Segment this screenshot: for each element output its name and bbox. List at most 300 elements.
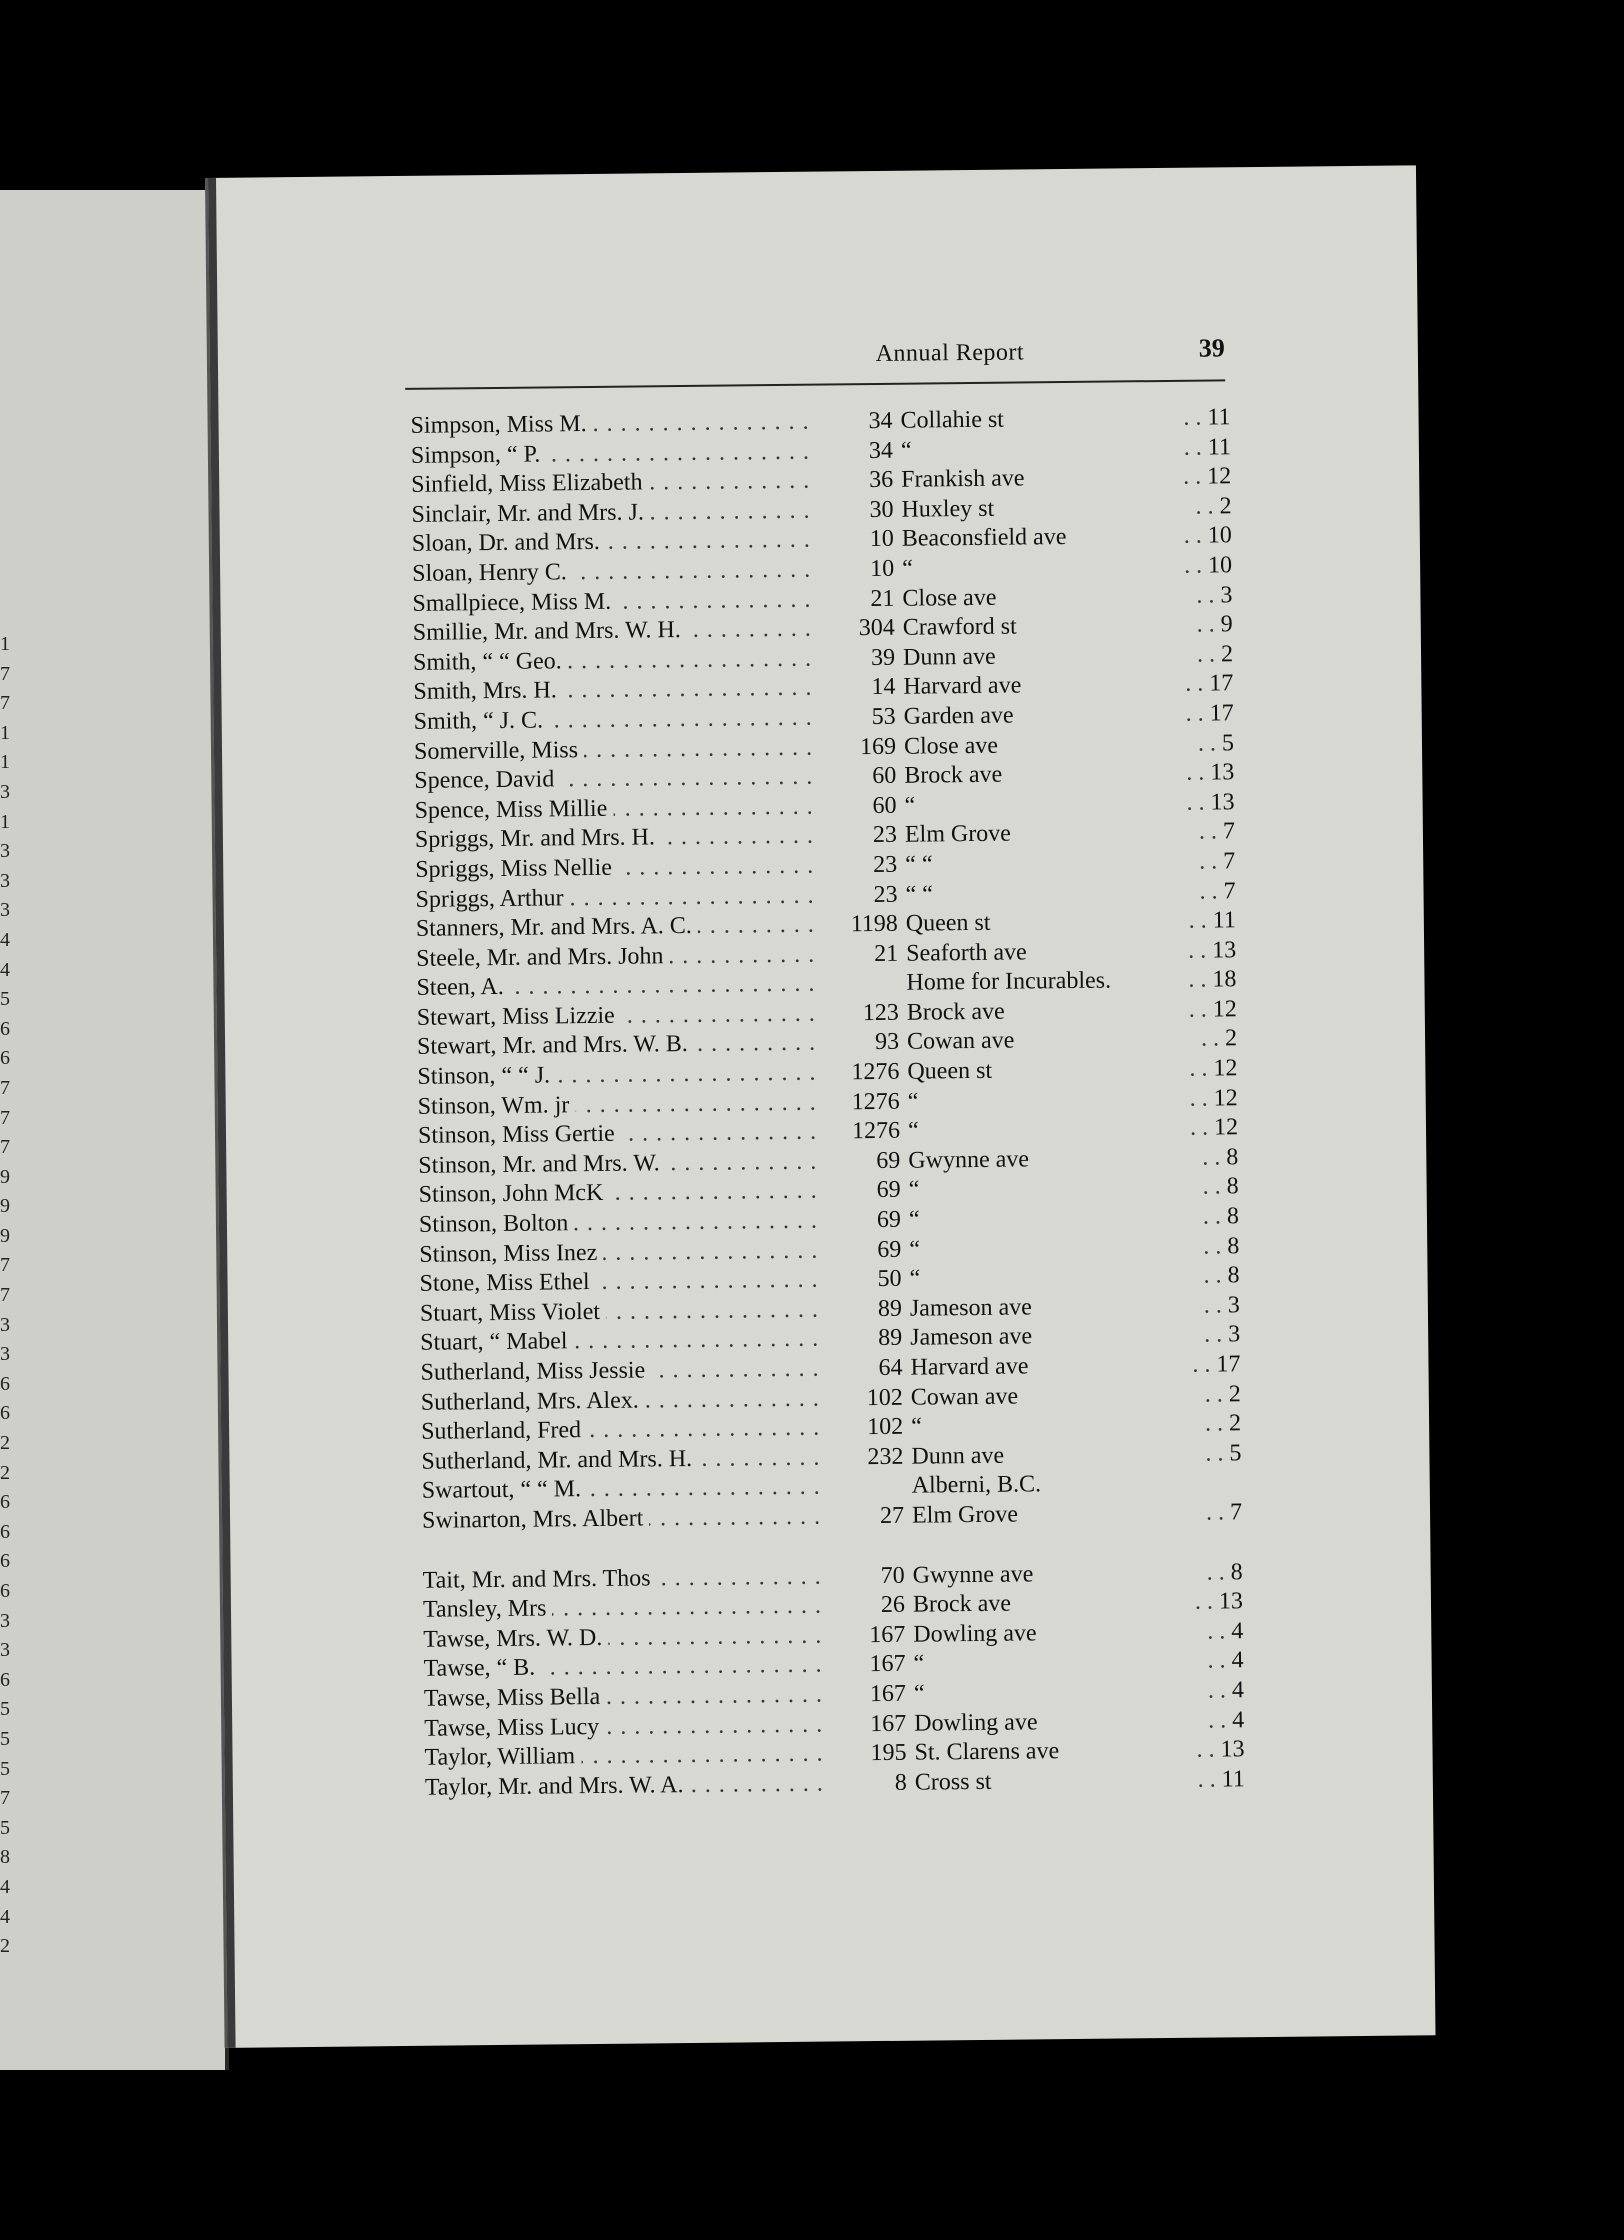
entry-ward-number: 7 (1223, 877, 1236, 904)
entry-ward-number: 13 (1212, 936, 1237, 964)
entry-street: Gwynne ave (908, 1146, 1030, 1174)
entry-name-cell (416, 940, 816, 974)
entry-name-cell (422, 1503, 822, 1537)
entry-name-cell (412, 556, 812, 590)
entry-street: “ (913, 1650, 925, 1678)
entry-street: Jameson ave (910, 1323, 1033, 1352)
entry-house-number: 167 (870, 1710, 907, 1737)
entry-street: Dowling ave (914, 1708, 1038, 1737)
left-edge-digit: 3 (0, 899, 10, 922)
entry-house-number (836, 969, 898, 970)
entry-ward (1182, 1498, 1242, 1528)
entry-street: “ (908, 1206, 920, 1233)
entry-street: Elm Grove (911, 1501, 1019, 1529)
entry-house-number: 123 (862, 999, 899, 1027)
left-edge-digit: 6 (0, 1668, 10, 1691)
entry-ward-number: 4 (1231, 1677, 1245, 1704)
left-edge-digit: 3 (0, 1313, 10, 1336)
entry-street: Harvard ave (903, 672, 1022, 701)
entry-street: Gwynne ave (912, 1560, 1034, 1589)
entry-ward-number: 13 (1210, 759, 1235, 786)
entry-name-cell (411, 437, 811, 471)
page-title: Annual Report (875, 339, 1025, 367)
entry-street: “ (913, 1680, 925, 1707)
entry-ward (1183, 1558, 1243, 1588)
entry-name-cell (416, 911, 816, 945)
entry-name-cell (420, 1325, 820, 1359)
entry-name: Stinson, Mr. and Mrs. W. (418, 1150, 666, 1179)
entry-street: Frankish ave (901, 465, 1025, 493)
entry-ward (1178, 1084, 1238, 1114)
entry-ward (1179, 1202, 1239, 1232)
entry-ward-number: 3 (1220, 581, 1233, 608)
entry-street: “ (908, 1177, 920, 1204)
entry-name-cell (423, 1651, 823, 1685)
entry-ward-number: 8 (1227, 1232, 1240, 1259)
page-header (405, 333, 1225, 386)
entry-ward-number: 12 (1213, 1084, 1238, 1112)
entry-house-number: 232 (867, 1443, 904, 1470)
entry-ward-number: 3 (1228, 1321, 1241, 1348)
directory-list (410, 403, 1245, 1803)
left-edge-digit: 6 (0, 1372, 10, 1395)
left-edge-digit: 2 (0, 1432, 10, 1455)
entry-house-number: 60 (872, 792, 897, 819)
entry-name-cell (420, 1355, 820, 1389)
entry-house-number: 14 (871, 674, 896, 701)
entry-ward (1173, 610, 1233, 640)
entry-name-cell (424, 1740, 824, 1774)
entry-street: “ (910, 1413, 922, 1440)
entry-name-cell (419, 1236, 819, 1270)
entry-house-number: 36 (869, 466, 894, 494)
entry-house-number: 53 (871, 703, 896, 730)
entry-name: Stinson, Wm. jr (418, 1092, 576, 1120)
entry-house-number: 34 (868, 407, 893, 435)
entry-name: Smith, Mrs. H. (413, 678, 563, 706)
entry-house-number: 8 (894, 1769, 907, 1796)
entry-ward (1176, 966, 1236, 996)
left-edge-digit: 7 (0, 1284, 10, 1307)
entry-ward-number: 8 (1226, 1144, 1239, 1171)
entry-ward (1174, 788, 1234, 818)
entry-street: Dowling ave (913, 1620, 1037, 1648)
entry-ward (1173, 670, 1233, 700)
entry-ward (1179, 1261, 1239, 1291)
entry-street: Harvard ave (910, 1353, 1029, 1381)
entry-ward (1174, 758, 1234, 788)
entry-name: Somerville, Miss (414, 737, 584, 765)
entry-ward (1181, 1409, 1241, 1439)
entry-name-cell (410, 408, 810, 442)
entry-name: Steen, A. (416, 974, 510, 1001)
entry-house-number: 1198 (850, 910, 898, 938)
entry-ward (1180, 1291, 1240, 1321)
entry-street: “ (900, 437, 912, 464)
entry-house-number: 69 (876, 1206, 902, 1234)
entry-name: Sloan, Henry C. (412, 559, 573, 587)
entry-name: Spriggs, Arthur (415, 885, 569, 913)
entry-name: Spriggs, Mr. and Mrs. H. (415, 825, 661, 854)
entry-name: Sutherland, Mr. and Mrs. H. (421, 1446, 698, 1475)
entry-ward (1171, 462, 1231, 492)
entry-name: Smith, “ “ Geo. (413, 648, 568, 676)
entry-name-cell (417, 1059, 817, 1093)
left-edge-digit: 9 (0, 1195, 10, 1218)
entry-ward-number: 13 (1220, 1736, 1245, 1763)
entry-street: Crawford st (902, 613, 1017, 641)
entry-ward (1178, 1173, 1238, 1203)
entry-ward (1182, 1469, 1242, 1470)
entry-street: Dunn ave (902, 643, 996, 671)
entry-house-number: 21 (870, 585, 895, 612)
entry-name-cell (423, 1592, 823, 1626)
entry-ward (1177, 1054, 1237, 1084)
left-page (0, 190, 229, 2070)
entry-ward (1172, 551, 1232, 581)
entry-house-number: 167 (869, 1680, 907, 1708)
entry-name: Stinson, Miss Inez (419, 1240, 603, 1268)
left-edge-digit: 2 (0, 1935, 10, 1958)
entry-street: Dunn ave (911, 1442, 1005, 1470)
entry-name: Stuart, “ Mabel (420, 1329, 574, 1357)
entry-street: “ (909, 1236, 921, 1263)
left-edge-digit: 3 (0, 1639, 10, 1662)
entry-ward-number: 5 (1221, 729, 1235, 756)
entry-name: Sinfield, Miss Elizabeth (411, 470, 649, 498)
entry-ward (1183, 1617, 1243, 1647)
left-edge-digit: 4 (0, 1875, 10, 1898)
entry-ward-number: 13 (1210, 788, 1235, 816)
entry-house-number: 23 (873, 851, 898, 878)
entry-name-cell (422, 1473, 822, 1507)
entry-street: Jameson ave (909, 1294, 1032, 1322)
left-edge-digit: 6 (0, 1017, 10, 1040)
entry-street: Collahie st (900, 406, 1005, 434)
entry-name: Stewart, Miss Lizzie (417, 1003, 621, 1031)
entry-house-number: 304 (858, 614, 895, 642)
entry-ward (1175, 847, 1235, 877)
entry-ward-number: 5 (1229, 1439, 1242, 1467)
left-page-edge-digits (0, 630, 14, 1962)
entry-street: “ (901, 555, 913, 582)
entry-name-cell (419, 1266, 819, 1300)
entry-street: Huxley st (901, 495, 995, 523)
entry-name-cell (414, 733, 814, 767)
left-edge-digit: 6 (0, 1580, 10, 1602)
entry-name: Tawse, “ B. (423, 1655, 541, 1682)
entry-house-number: 23 (873, 881, 898, 908)
entry-ward-number: 11 (1207, 433, 1232, 461)
entry-ward-number: 12 (1213, 1114, 1239, 1141)
entry-ward (1178, 1143, 1238, 1173)
entry-ward-number: 8 (1230, 1558, 1243, 1585)
entry-name-cell (416, 970, 816, 1004)
entry-ward (1175, 818, 1235, 848)
entry-name-cell (413, 615, 813, 649)
entry-ward-number: 12 (1207, 463, 1232, 490)
entry-name: Stanners, Mr. and Mrs. A. C. (416, 913, 698, 942)
entry-house-number: 69 (877, 1236, 902, 1263)
entry-house-number: 69 (876, 1147, 901, 1174)
entry-ward-number: 2 (1220, 641, 1234, 668)
entry-ward-number: 11 (1212, 907, 1236, 934)
entry-ward-number: 17 (1209, 670, 1234, 697)
entry-street: “ (904, 792, 916, 819)
entry-name: Tawse, Miss Bella (424, 1684, 607, 1712)
entry-name: Tawse, Miss Lucy (424, 1713, 605, 1741)
entry-name: Smith, “ J. C. (414, 707, 550, 734)
entry-street: Beaconsfield ave (901, 524, 1067, 553)
entry-street: Brock ave (904, 761, 1003, 789)
left-edge-digit: 6 (0, 1550, 10, 1573)
entry-street: Elm Grove (904, 820, 1012, 849)
entry-ward-number: 4 (1231, 1647, 1244, 1674)
left-edge-digit: 1 (0, 633, 10, 655)
entry-ward-number: 12 (1213, 1055, 1238, 1082)
entry-name: Taylor, Mr. and Mrs. W. A. (425, 1772, 690, 1801)
entry-ward-number: 11 (1207, 404, 1231, 431)
entry-street: “ (907, 1088, 919, 1115)
entry-name-cell (424, 1681, 824, 1715)
entry-street: Cross st (914, 1768, 992, 1796)
entry-ward-number: 10 (1207, 522, 1232, 549)
entry-street: Home for Incurables. (906, 967, 1112, 996)
left-edge-digit: 9 (0, 1224, 10, 1247)
left-edge-digit: 7 (0, 1787, 10, 1810)
right-page (205, 165, 1436, 2048)
entry-house-number: 89 (877, 1295, 903, 1322)
entry-name: Stinson, Bolton (419, 1210, 575, 1238)
entry-name: Sinclair, Mr. and Mrs. J. (411, 499, 650, 527)
entry-house-number: 1276 (851, 1118, 901, 1145)
entry-house-number: 27 (879, 1502, 905, 1529)
entry-name-cell (421, 1443, 821, 1477)
entry-house-number: 1276 (851, 1088, 900, 1115)
entry-house-number: 50 (877, 1265, 902, 1293)
entry-ward (1171, 433, 1231, 463)
entry-house-number: 93 (874, 1029, 900, 1056)
entry-ward (1177, 1025, 1237, 1055)
left-edge-digit: 3 (0, 780, 10, 803)
entry-name: Stuart, Miss Violet (420, 1299, 606, 1327)
entry-ward (1175, 877, 1235, 907)
left-edge-digit: 6 (0, 1047, 10, 1070)
entry-name-cell (413, 674, 813, 708)
entry-ward (1179, 1232, 1239, 1262)
entry-street: Brock ave (906, 998, 1005, 1026)
entry-house-number: 34 (868, 437, 894, 464)
entry-street: Queen st (905, 909, 991, 937)
entry-name-cell (421, 1414, 821, 1448)
entry-name: Simpson, “ P. (411, 441, 547, 468)
entry-name: Spence, David (414, 766, 560, 794)
entry-name: Swartout, “ “ M. (422, 1476, 588, 1504)
left-edge-digit: 4 (0, 958, 10, 981)
entry-ward-number: 7 (1222, 818, 1236, 845)
entry-ward-number: 2 (1228, 1410, 1242, 1437)
entry-ward (1185, 1765, 1245, 1795)
entry-name: Spriggs, Miss Nellie (415, 855, 618, 883)
entry-name-cell (415, 852, 815, 886)
entry-name: Tait, Mr. and Mrs. Thos (423, 1565, 657, 1593)
entry-house-number: 167 (869, 1621, 906, 1648)
left-edge-digit: 5 (0, 1757, 10, 1780)
entry-ward-number: 13 (1218, 1588, 1244, 1615)
entry-ward-number: 12 (1212, 996, 1237, 1023)
entry-ward (1170, 403, 1230, 433)
entry-ward-number: 7 (1223, 848, 1236, 875)
entry-street: Cowan ave (906, 1028, 1015, 1056)
entry-ward (1176, 906, 1236, 936)
entry-house-number: 169 (859, 733, 897, 760)
entry-name-cell (411, 467, 811, 501)
entry-name-cell (415, 822, 815, 856)
entry-street: “ (909, 1265, 921, 1292)
entry-ward (1176, 936, 1236, 966)
entry-ward (1174, 729, 1234, 759)
entry-house-number: 69 (876, 1177, 901, 1204)
entry-ward-number: 11 (1221, 1765, 1245, 1793)
entry-name-cell (418, 1147, 818, 1181)
entry-street: “ (907, 1117, 919, 1144)
entry-house-number: 10 (869, 526, 894, 553)
entry-street: Close ave (902, 584, 997, 612)
entry-name: Sutherland, Mrs. Alex. (421, 1387, 645, 1415)
entry-ward-number: 9 (1220, 611, 1233, 638)
entry-house-number: 102 (866, 1413, 904, 1441)
entry-name: Sutherland, Miss Jessie (420, 1357, 651, 1385)
entry-name-cell (421, 1384, 821, 1418)
entry-street: St. Clarens ave (914, 1738, 1060, 1766)
entry-ward (1184, 1676, 1244, 1706)
entry-name: Taylor, William (424, 1743, 581, 1771)
entry-name: Simpson, Miss M. (410, 411, 592, 439)
entry-street: “ “ (905, 851, 933, 878)
entry-name-cell (413, 644, 813, 678)
left-edge-digit: 3 (0, 1609, 10, 1632)
left-edge-digit: 7 (0, 1254, 10, 1277)
entry-street: Cowan ave (910, 1383, 1019, 1411)
entry-name-cell (412, 585, 812, 619)
left-edge-digit: 6 (0, 1520, 10, 1543)
entry-name: Spence, Miss Millie (414, 795, 613, 823)
left-edge-digit: 3 (0, 840, 10, 863)
entry-name: Stone, Miss Ethel (419, 1269, 595, 1297)
entry-ward (1181, 1380, 1241, 1410)
left-edge-digit: 3 (0, 1343, 10, 1366)
entry-house-number: 195 (870, 1739, 907, 1767)
entry-house-number: 23 (872, 822, 898, 849)
entry-name: Swinarton, Mrs. Albert (422, 1505, 650, 1533)
left-edge-digit: 7 (0, 662, 10, 685)
entry-ward-number: 8 (1226, 1173, 1239, 1200)
entry-ward-number: 2 (1228, 1380, 1241, 1407)
entry-house-number: 70 (880, 1562, 905, 1589)
left-edge-digit: 5 (0, 1698, 10, 1721)
left-edge-digit: 2 (0, 1461, 10, 1484)
entry-ward (1174, 699, 1234, 729)
entry-house-number: 39 (870, 644, 896, 671)
entry-house-number: 60 (872, 762, 897, 790)
entry-street: Garden ave (903, 702, 1014, 730)
entry-house-number: 21 (874, 940, 899, 967)
entry-house-number: 64 (878, 1354, 903, 1382)
entry-house-number: 30 (869, 496, 894, 523)
entry-ward (1180, 1350, 1240, 1380)
left-edge-digit: 7 (0, 1106, 10, 1129)
entry-house-number: 10 (869, 555, 895, 583)
entry-ward-number: 4 (1231, 1617, 1244, 1645)
entry-ward-number: 8 (1226, 1203, 1240, 1230)
entry-ward-number: 2 (1219, 493, 1232, 520)
entry-house-number: 89 (878, 1325, 903, 1352)
left-edge-digit: 5 (0, 1816, 10, 1839)
entry-street: Seaforth ave (906, 939, 1027, 967)
entry-name: Smallpiece, Miss M. (412, 588, 617, 616)
entry-name-cell (415, 881, 815, 915)
left-edge-digit: 9 (0, 1165, 10, 1188)
entry-ward (1184, 1735, 1244, 1765)
entry-street: Close ave (903, 732, 999, 760)
left-edge-digit: 5 (0, 1727, 10, 1750)
entry-name: Tansley, Mrs (423, 1596, 553, 1623)
entry-name-cell (414, 792, 814, 826)
entry-name-cell (423, 1562, 823, 1596)
left-edge-digit: 7 (0, 1076, 10, 1099)
left-edge-digit: 4 (0, 1905, 10, 1928)
entry-ward-number: 2 (1224, 1025, 1238, 1052)
entry-name: Smillie, Mr. and Mrs. W. H. (413, 617, 687, 646)
entry-ward (1181, 1439, 1241, 1469)
entry-ward (1178, 1113, 1238, 1143)
entry-name-cell (412, 526, 812, 560)
entry-name: Stinson, “ “ J. (417, 1062, 556, 1089)
entry-ward-number: 3 (1227, 1292, 1240, 1319)
entry-name-cell (425, 1769, 825, 1803)
left-edge-digit: 8 (0, 1846, 10, 1869)
entry-ward-number: 10 (1207, 552, 1233, 579)
entry-street: “ “ (905, 880, 933, 908)
entry-name-cell (418, 1088, 818, 1122)
left-edge-digit: 1 (0, 751, 10, 774)
entry-name-cell (423, 1621, 823, 1655)
entry-name-cell (411, 496, 811, 530)
left-edge-digit: 5 (0, 988, 10, 1011)
entry-house-number: 167 (869, 1651, 906, 1678)
left-edge-digit: 3 (0, 869, 10, 892)
entry-name-cell (418, 1118, 818, 1152)
entry-ward-number: 4 (1232, 1706, 1245, 1733)
entry-ward-number: 8 (1227, 1262, 1240, 1289)
entry-ward-number: 7 (1229, 1499, 1243, 1526)
entry-name: Tawse, Mrs. W. D. (423, 1625, 608, 1653)
left-edge-digit: 1 (0, 810, 10, 833)
entry-name: Stinson, Miss Gertie (418, 1121, 621, 1149)
entry-ward (1172, 581, 1232, 611)
entry-name-cell (417, 1000, 817, 1034)
entry-name: Stewart, Mr. and Mrs. W. B. (417, 1031, 694, 1060)
page-number: 39 (1198, 333, 1225, 363)
entry-street: Queen st (907, 1057, 993, 1085)
entry-name-cell (424, 1710, 824, 1744)
left-edge-digit: 7 (0, 692, 10, 715)
entry-house-number: 26 (880, 1591, 906, 1619)
entry-name: Sloan, Dr. and Mrs. (412, 529, 606, 557)
entry-ward (1180, 1321, 1240, 1351)
entry-ward-number: 18 (1212, 966, 1237, 993)
entry-ward (1183, 1587, 1243, 1617)
